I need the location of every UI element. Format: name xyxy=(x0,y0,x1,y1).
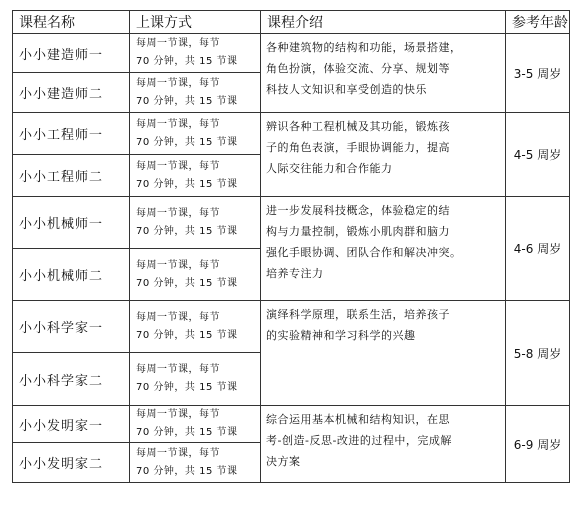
course-schedule: 每周一节课，每节 70 分钟，共 15 节课 xyxy=(130,443,261,483)
course-description: 辨识各种工程机械及其功能，锻炼孩 子的角色表演，手眼协调能力，提高 人际交往能力和合作能力 xyxy=(261,113,506,197)
header-schedule: 上课方式 xyxy=(130,11,261,34)
course-age: 4-6 周岁 xyxy=(506,197,570,301)
course-name: 小小发明家一 xyxy=(13,406,130,443)
course-description: 各种建筑物的结构和功能，场景搭建， 角色扮演，体验交流、分享、规划等 科技人文知识和享受创造的快乐 xyxy=(261,34,506,113)
course-age: 5-8 周岁 xyxy=(506,301,570,406)
table-row xyxy=(13,301,570,353)
header-description: 课程介绍 xyxy=(261,11,506,34)
course-age: 4-5 周岁 xyxy=(506,113,570,197)
course-name: 小小科学家一 xyxy=(13,301,130,353)
course-schedule: 每周一节课，每节 70 分钟，共 15 节课 xyxy=(130,406,261,443)
course-name: 小小发明家二 xyxy=(13,443,130,483)
course-schedule: 每周一节课，每节 70 分钟，共 15 节课 xyxy=(130,301,261,353)
course-description: 进一步发展科技概念，体验稳定的结 构与力量控制，锻炼小肌肉群和脑力 强化手眼协调、团队合作和解决冲突。 培养专注力 xyxy=(261,197,506,301)
course-schedule: 每周一节课，每节 70 分钟，共 15 节课 xyxy=(130,353,261,406)
course-schedule: 每周一节课，每节 70 分钟，共 15 节课 xyxy=(130,73,261,113)
course-table-container xyxy=(12,10,570,483)
course-table xyxy=(12,10,570,483)
course-name: 小小科学家二 xyxy=(13,353,130,406)
course-age: 6-9 周岁 xyxy=(506,406,570,483)
table-row xyxy=(13,406,570,443)
course-name: 小小工程师二 xyxy=(13,155,130,197)
course-name: 小小建造师一 xyxy=(13,34,130,73)
course-schedule: 每周一节课，每节 70 分钟，共 15 节课 xyxy=(130,249,261,301)
course-schedule: 每周一节课，每节 70 分钟，共 15 节课 xyxy=(130,34,261,73)
course-description: 演绎科学原理，联系生活，培养孩子 的实验精神和学习科学的兴趣 xyxy=(261,301,506,406)
course-name: 小小机械师二 xyxy=(13,249,130,301)
header-row xyxy=(13,11,570,34)
header-course-name: 课程名称 xyxy=(13,11,130,34)
course-name: 小小建造师二 xyxy=(13,73,130,113)
course-name: 小小机械师一 xyxy=(13,197,130,249)
table-row xyxy=(13,34,570,73)
course-age: 3-5 周岁 xyxy=(506,34,570,113)
course-schedule: 每周一节课，每节 70 分钟，共 15 节课 xyxy=(130,113,261,155)
course-name: 小小工程师一 xyxy=(13,113,130,155)
table-row xyxy=(13,113,570,155)
header-age: 参考年龄 xyxy=(506,11,570,34)
table-row xyxy=(13,197,570,249)
course-description: 综合运用基本机械和结构知识，在思 考-创造-反思-改进的过程中，完成解 决方案 xyxy=(261,406,506,483)
course-schedule: 每周一节课，每节 70 分钟，共 15 节课 xyxy=(130,197,261,249)
course-schedule: 每周一节课，每节 70 分钟，共 15 节课 xyxy=(130,155,261,197)
